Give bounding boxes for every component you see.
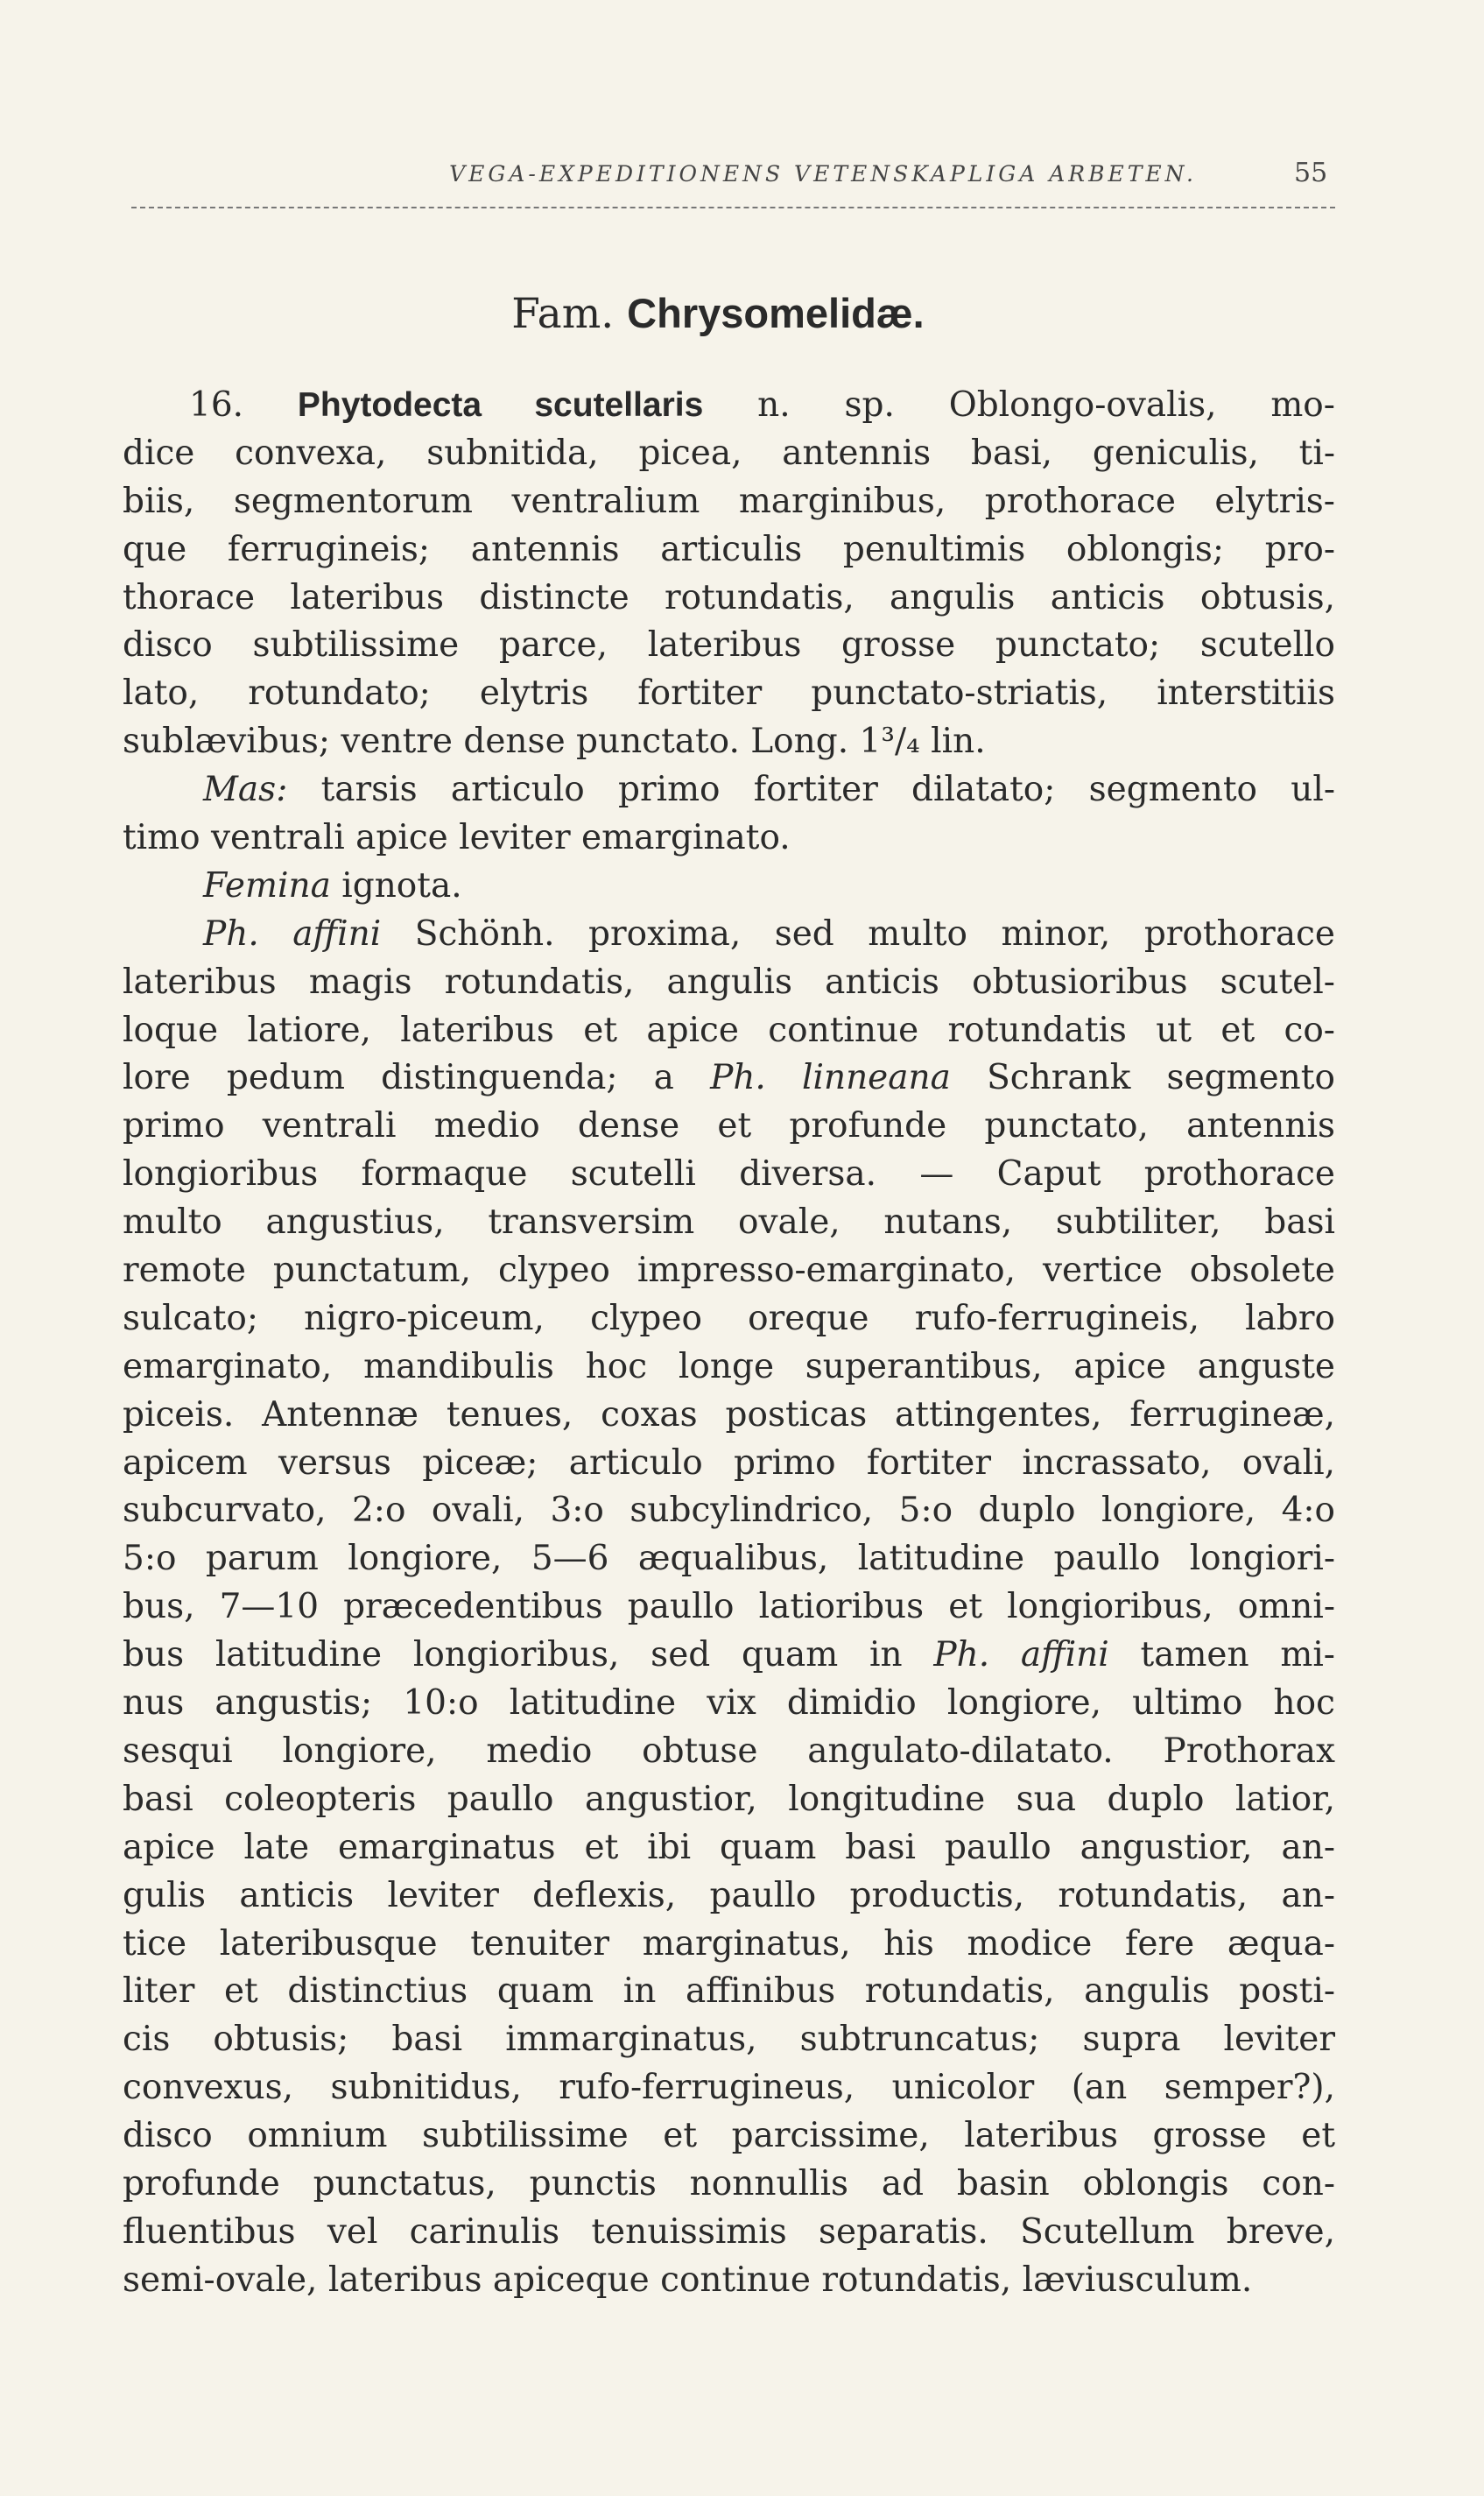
ph-linneana-label: Ph. linneana (710, 1058, 951, 1098)
species-number: 16. (189, 385, 244, 425)
line-text: bus latitudine longioribus, sed quam in (123, 1635, 903, 1675)
text-line: semi-ovale, lateribus apiceque continue rotundatis, læviusculum. (123, 2260, 1253, 2300)
running-head: VEGA-EXPEDITIONENS VETENSKAPLIGA ARBETEN. (449, 161, 1197, 187)
text-line: cis obtusis; basi immarginatus, subtruncatus; supra leviter (123, 2020, 1335, 2060)
text-line: basi coleopteris paullo angustior, longitudine sua duplo latior, (123, 1779, 1335, 1819)
line-text: ignota. (341, 865, 462, 906)
text-line: disco subtilissime parce, lateribus grosse punctato; scutello (123, 625, 1335, 666)
text-line: dice convexa, subnitida, picea, antennis basi, geniculis, ti- (123, 433, 1335, 473)
text-line: convexus, subnitidus, rufo-ferrugineus, unicolor (an semper?), (123, 2068, 1335, 2108)
text-line: liter et distinctius quam in affinibus rotundatis, angulis posti- (123, 1971, 1335, 2012)
text-line (123, 1632, 1335, 1680)
text-line: longioribus formaque scutelli diversa. — Caput prothorace (123, 1154, 1335, 1195)
text-line (123, 863, 1335, 911)
text-line (123, 382, 1335, 430)
text-line: que ferrugineis; antennis articulis penultimis oblongis; pro- (123, 529, 1335, 569)
line-text: tamen mi- (1140, 1635, 1335, 1675)
text-line (123, 766, 1335, 814)
text-line: tice lateribusque tenuiter marginatus, his modice fere æqua- (123, 1923, 1335, 1964)
text-line: sesqui longiore, medio obtuse angulato-dilatato. Prothorax (123, 1731, 1335, 1771)
text-line: subcurvato, 2:o ovali, 3:o subcylindrico, 5:o duplo longiore, 4:o (123, 1491, 1335, 1531)
text-line: nus angustis; 10:o latitudine vix dimidio longiore, ultimo hoc (123, 1683, 1335, 1724)
line-text: Schönh. proxima, sed multo minor, prothorace (414, 913, 1335, 954)
text-line: loque latiore, lateribus et apice continue rotundatis ut et co- (123, 1010, 1335, 1050)
page-number: 55 (1294, 158, 1328, 188)
line-text: Schrank segmento (987, 1058, 1335, 1098)
text-line: disco omnium subtilissime et parcissime, lateribus grosse et (123, 2116, 1335, 2156)
text-line: 5:o parum longiore, 5—6 æqualibus, latitudine paullo longiori- (123, 1539, 1335, 1579)
species-description (123, 382, 1335, 2305)
text-line (123, 911, 1335, 959)
line-text: lore pedum distinguenda; a (123, 1058, 674, 1098)
line-text: tarsis articulo primo fortiter dilatato; segmento ul- (320, 770, 1335, 810)
text-line: emarginato, mandibulis hoc longe superantibus, apice anguste (123, 1346, 1335, 1386)
family-prefix: Fam. (511, 290, 615, 338)
header-rule (131, 207, 1335, 208)
text-line: biis, segmentorum ventralium marginibus, prothorace elytris- (123, 481, 1335, 521)
text-line (123, 1054, 1335, 1103)
text-line: timo ventrali apice leviter emarginato. (123, 818, 791, 858)
text-line: remote punctatum, clypeo impresso-emarginato, vertice obsolete (123, 1251, 1335, 1291)
text-line: lateribus magis rotundatis, angulis anticis obtusioribus scutel- (123, 962, 1335, 1002)
species-status: n. sp. (757, 385, 895, 425)
text-line: piceis. Antennæ tenues, coxas posticas attingentes, ferrugineæ, (123, 1394, 1335, 1435)
line-text: Oblongo-ovalis, mo- (948, 385, 1335, 425)
text-line: fluentibus vel carinulis tenuissimis separatis. Scutellum breve, (123, 2211, 1335, 2252)
text-line: thorace lateribus distincte rotundatis, angulis anticis obtusis, (123, 577, 1335, 617)
text-line: bus, 7—10 præcedentibus paullo latioribus et longioribus, omni- (123, 1587, 1335, 1627)
ph-affini-label: Ph. affini (933, 1635, 1109, 1675)
text-line: primo ventrali medio dense et profunde punctato, antennis (123, 1106, 1335, 1146)
text-line: gulis anticis leviter deflexis, paullo productis, rotundatis, an- (123, 1875, 1335, 1915)
family-name: Chrysomelidæ. (627, 290, 925, 336)
text-line: apicem versus piceæ; articulo primo fortiter incrassato, ovali, (123, 1442, 1335, 1483)
text-line: sulcato; nigro-piceum, clypeo oreque rufo-ferrugineis, labro (123, 1298, 1335, 1338)
text-line: sublævibus; ventre dense punctato. Long. 1³/₄ lin. (123, 722, 986, 762)
mas-label: Mas: (203, 770, 288, 810)
ph-affini-label: Ph. affini (203, 913, 382, 954)
text-line: multo angustius, transversim ovale, nutans, subtiliter, basi (123, 1202, 1335, 1243)
text-line: profunde punctatus, punctis nonnullis ad basin oblongis con- (123, 2163, 1335, 2203)
text-line: lato, rotundato; elytris fortiter punctato-striatis, interstitiis (123, 673, 1335, 714)
family-heading (0, 289, 1436, 338)
femina-label: Femina (203, 865, 331, 906)
text-line: apice late emarginatus et ibi quam basi paullo angustior, an- (123, 1827, 1335, 1867)
species-name: Phytodecta scutellaris (297, 386, 704, 424)
